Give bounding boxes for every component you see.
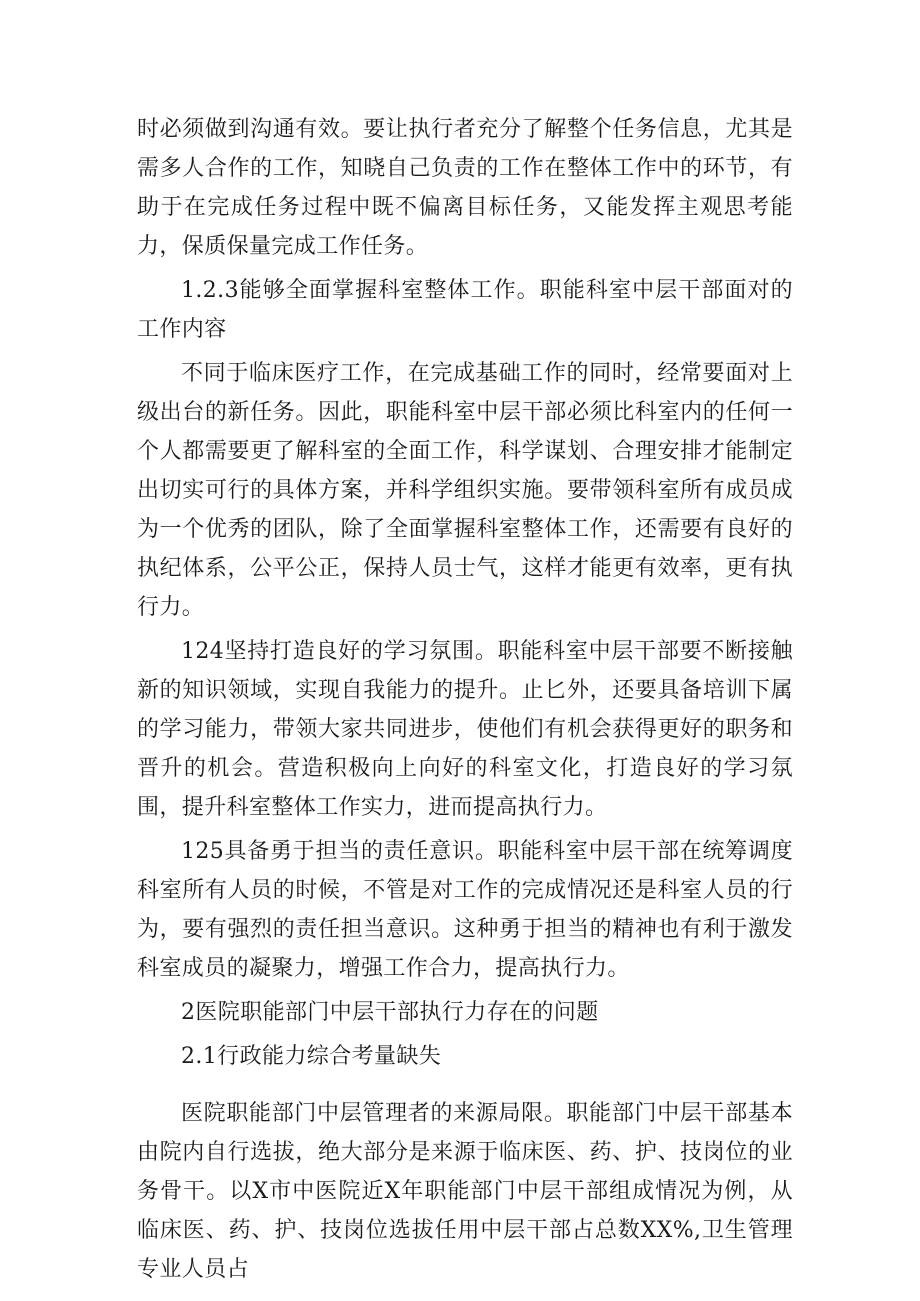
paragraph-learning-atmosphere: 124坚持打造良好的学习氛围。职能科室中层干部要不断接触新的知识领域，实现自我能力的提升。止匕外，还要具备培训下属的学习能力，带领大家共同进步，使他们有机会获得更好的职务和晋升的机会。营造积极向上向好的科室文化，打造良好的学习氛围，提升科室整体工作实力，进而提高执行力。 (137, 639, 793, 820)
paragraph-overall-work: 不同于临床医疗工作，在完成基础工作的同时，经常要面对上级出台的新任务。因此，职能科室中层干部必须比科室内的任何一个人都需要更了解科室的全面工作，科学谋划、合理安排才能制定出切实可行的具体方案，并科学组织实施。要带领科室所有成员成为一个优秀的团队，除了全面掌握科室整体工作，还需要有良好的执纪体系，公平公正，保持人员士气，这样才能更有效率，更有执行力。 (137, 361, 793, 620)
subsection-heading-2-1: 2.1行政能力综合考量缺失 (181, 1044, 442, 1069)
section-heading-2: 2医院职能部门中层干部执行力存在的问题 (181, 1000, 599, 1025)
paragraph-responsibility: 125具备勇于担当的责任意识。职能科室中层干部在统筹调度科室所有人员的时候，不管是对工作的完成情况还是科室人员的行为，要有强烈的责任担当意识。这种勇于担当的精神也有利于激发科室成员的凝聚力，增强工作合力，提高执行力。 (137, 839, 793, 981)
paragraph-1-2-3-heading: 1.2.3能够全面掌握科室整体工作。职能科室中层干部面对的工作内容 (137, 278, 793, 342)
paragraph-communication: 时必须做到沟通有效。要让执行者充分了解整个任务信息，尤其是需多人合作的工作，知晓自己负责的工作在整体工作中的环节，有助于在完成任务过程中既不偏离目标任务，又能发挥主观思考能力，保质保量完成工作任务。 (137, 117, 793, 259)
paragraph-source-limitation: 医院职能部门中层管理者的来源局限。职能部门中层干部基本由院内自行选拔，绝大部分是来源于临床医、药、护、技岗位的业务骨干。以X市中医院近X年职能部门中层干部组成情况为例，从临床医、药、护、技岗位选拔任用中层干部占总数XX%,卫生管理专业人员占 (137, 1101, 793, 1282)
document-body (137, 110, 793, 1289)
